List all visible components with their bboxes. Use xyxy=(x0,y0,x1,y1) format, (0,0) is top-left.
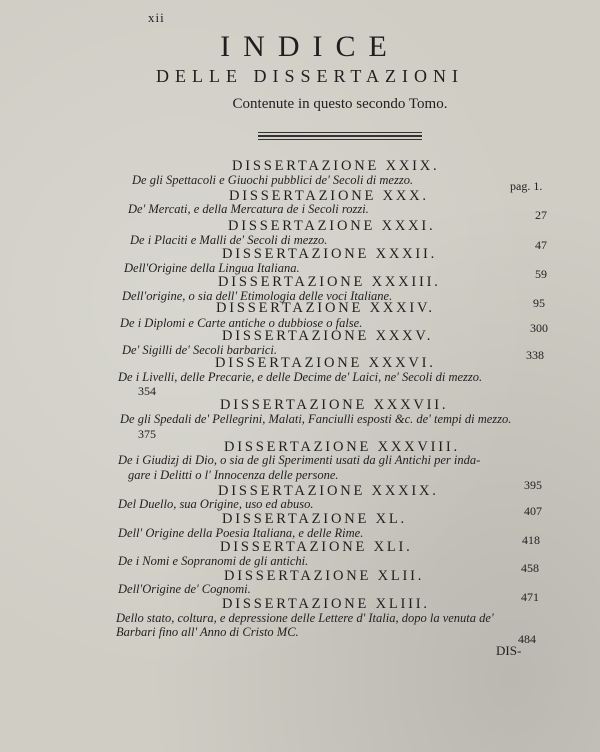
entry-heading: DISSERTAZIONE XLI. xyxy=(220,539,413,555)
entry-heading: DISSERTAZIONE XXXIII. xyxy=(218,274,441,290)
entry-heading: DISSERTAZIONE XXXII. xyxy=(222,246,438,262)
entry-heading: DISSERTAZIONE XXXV. xyxy=(222,328,434,344)
entry-page: 354 xyxy=(138,384,156,398)
entry-description-continued: gare i Delitti o l' Innocenza delle persone. xyxy=(128,468,339,482)
entry-description: Del Duello, sua Origine, uso ed abuso. xyxy=(118,497,314,511)
entry-description: Dell'Origine de' Cognomi. xyxy=(118,582,251,596)
entry-page: 484 xyxy=(518,632,536,646)
entry-heading: DISSERTAZIONE XXXIX. xyxy=(218,483,439,499)
page-title: INDICE xyxy=(220,30,400,63)
entry-description: De' Mercati, e della Mercatura de i Secoli rozzi. xyxy=(128,202,369,216)
entry-description: Dell'Origine della Lingua Italiana. xyxy=(124,261,300,275)
entry-page: pag. 1. xyxy=(510,179,543,193)
entry-page: 458 xyxy=(521,561,539,575)
entry-description: De i Diplomi e Carte antiche o dubbiose o false. xyxy=(120,316,363,330)
entry-heading: DISSERTAZIONE XXXIV. xyxy=(216,300,435,316)
entry-page: 47 xyxy=(535,238,547,252)
entry-heading: DISSERTAZIONE XXXVIII. xyxy=(224,439,460,455)
entry-description: De i Nomi e Sopranomi de gli antichi. xyxy=(118,554,309,568)
page-subsubtitle: Contenute in questo secondo Tomo. xyxy=(232,96,448,112)
entry-heading: DISSERTAZIONE XXXVI. xyxy=(215,355,436,371)
entry-heading: DISSERTAZIONE XLIII. xyxy=(222,596,430,612)
entry-description: De i Livelli, delle Precarie, e delle Decime de' Laici, ne' Secoli di mezzo. xyxy=(118,370,483,384)
entry-heading: DISSERTAZIONE XXIX. xyxy=(232,158,440,174)
entry-description: De i Giudizj di Dio, o sia de gli Sperimenti usati da gli Antichi per inda- xyxy=(118,453,481,467)
entry-page: 375 xyxy=(138,427,156,441)
entry-description: Dell' Origine della Poesia Italiana, e delle Rime. xyxy=(118,526,364,540)
page-subtitle: DELLE DISSERTAZIONI xyxy=(156,66,464,86)
entry-heading: DISSERTAZIONE XXXVII. xyxy=(220,397,449,413)
page-folio: xii xyxy=(148,10,165,25)
entry-page: 418 xyxy=(522,533,540,547)
entry-page: 27 xyxy=(535,208,547,222)
entry-description-continued: Barbari fino all' Anno di Cristo MC. xyxy=(116,625,299,639)
entry-page: 395 xyxy=(524,478,542,492)
entry-page: 471 xyxy=(521,590,539,604)
entry-heading: DISSERTAZIONE XLII. xyxy=(224,568,425,584)
entry-description: Dello stato, coltura, e depressione delle Lettere d' Italia, dopo la venuta de' xyxy=(116,611,494,625)
entry-heading: DISSERTAZIONE XXXI. xyxy=(228,218,436,234)
entry-heading: DISSERTAZIONE XL. xyxy=(222,511,407,527)
entry-page: 300 xyxy=(530,321,548,335)
entry-description: Dell'origine, o sia dell' Etimologia delle voci Italiane. xyxy=(122,289,393,303)
ornamental-rule xyxy=(258,132,422,138)
entry-page: 407 xyxy=(524,504,542,518)
catchword: DIS- xyxy=(496,643,522,658)
entry-page: 59 xyxy=(535,267,547,281)
entry-heading: DISSERTAZIONE XXX. xyxy=(229,188,429,204)
entry-description: De' Sigilli de' Secoli barbarici. xyxy=(122,343,277,357)
entry-page: 95 xyxy=(533,296,545,310)
entry-description: De gli Spedali de' Pellegrini, Malati, Fanciulli esposti &c. de' tempi di mezzo. xyxy=(120,412,512,426)
entry-description: De i Placiti e Malli de' Secoli di mezzo. xyxy=(130,233,328,247)
entry-description: De gli Spettacoli e Giuochi pubblici de' Secoli di mezzo. xyxy=(132,173,414,187)
entry-page: 338 xyxy=(526,348,544,362)
